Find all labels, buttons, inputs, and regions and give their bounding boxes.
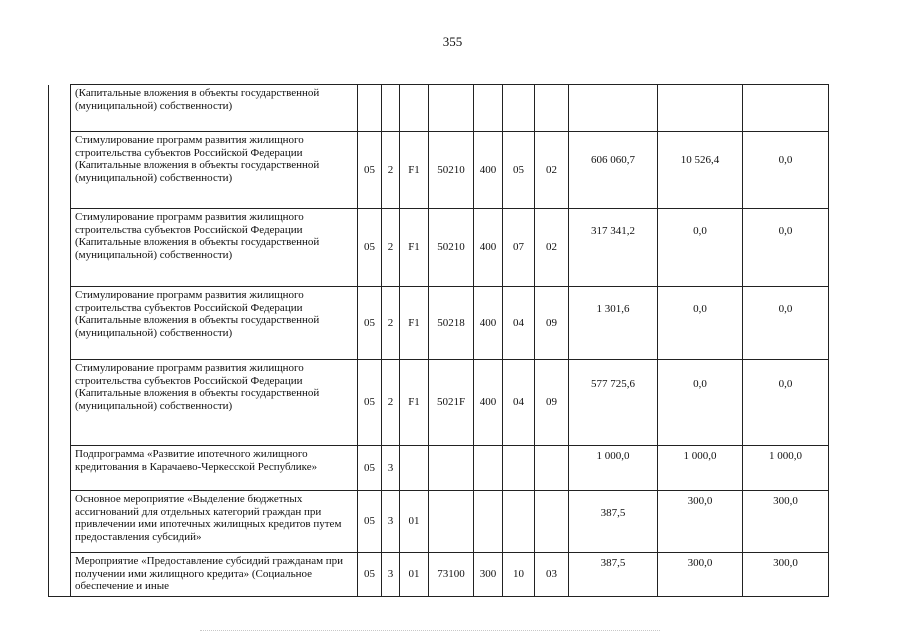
cell-code-5: 400 xyxy=(474,209,503,287)
cell-code-1: 05 xyxy=(358,446,382,491)
cell-code-1: 05 xyxy=(358,287,382,360)
cell-code-6: 05 xyxy=(503,132,535,209)
table-row xyxy=(49,85,829,132)
cell-code-5: 400 xyxy=(474,132,503,209)
cell-amount-2: 300,0 xyxy=(658,491,743,553)
cell-code-6 xyxy=(503,491,535,553)
cell-amount-3: 0,0 xyxy=(743,287,829,360)
row-description: Стимулирование программ развития жилищного строительства субъектов Российской Федерации (Капитальные вложения в объекты государственной (муниципальной) собственности) xyxy=(71,287,358,360)
cell-amount-2: 1 000,0 xyxy=(658,446,743,491)
cell-code-4: 5021F xyxy=(429,360,474,446)
table-row xyxy=(49,287,829,360)
cell-code-7 xyxy=(535,85,569,132)
cell-code-5: 400 xyxy=(474,360,503,446)
row-description: Стимулирование программ развития жилищного строительства субъектов Российской Федерации (Капитальные вложения в объекты государственной (муниципальной) собственности) xyxy=(71,209,358,287)
cell-code-2: 2 xyxy=(382,209,400,287)
cell-code-2: 2 xyxy=(382,360,400,446)
cell-code-2: 3 xyxy=(382,446,400,491)
cell-code-2: 3 xyxy=(382,491,400,553)
cell-code-6: 10 xyxy=(503,553,535,597)
cell-code-4: 50210 xyxy=(429,209,474,287)
cell-code-1: 05 xyxy=(358,209,382,287)
budget-table xyxy=(48,84,829,597)
cell-code-6 xyxy=(503,446,535,491)
cell-code-5: 300 xyxy=(474,553,503,597)
cell-code-4 xyxy=(429,446,474,491)
cell-amount-1: 1 301,6 xyxy=(569,287,658,360)
cell-amount-1: 1 000,0 xyxy=(569,446,658,491)
cell-code-4: 50210 xyxy=(429,132,474,209)
cell-code-4 xyxy=(429,85,474,132)
cell-code-3: 01 xyxy=(400,553,429,597)
cell-amount-3: 0,0 xyxy=(743,209,829,287)
cell-amount-3: 0,0 xyxy=(743,360,829,446)
cell-code-6: 07 xyxy=(503,209,535,287)
cell-code-7: 02 xyxy=(535,132,569,209)
table-row xyxy=(49,360,829,446)
cell-code-7: 09 xyxy=(535,360,569,446)
cell-code-5 xyxy=(474,446,503,491)
cell-amount-1: 577 725,6 xyxy=(569,360,658,446)
row-description: Стимулирование программ развития жилищного строительства субъектов Российской Федерации (Капитальные вложения в объекты государственной (муниципальной) собственности) xyxy=(71,360,358,446)
cell-code-1 xyxy=(358,85,382,132)
table-row xyxy=(49,132,829,209)
table-row xyxy=(49,553,829,597)
cell-code-3 xyxy=(400,85,429,132)
cell-code-2: 2 xyxy=(382,132,400,209)
cell-code-1: 05 xyxy=(358,491,382,553)
cell-amount-2: 0,0 xyxy=(658,287,743,360)
scan-artifact-divider xyxy=(200,630,660,632)
cell-code-3: F1 xyxy=(400,209,429,287)
cell-amount-2 xyxy=(658,85,743,132)
cell-code-2: 3 xyxy=(382,553,400,597)
cell-code-3: F1 xyxy=(400,287,429,360)
cell-code-6: 04 xyxy=(503,287,535,360)
cell-amount-1: 606 060,7 xyxy=(569,132,658,209)
row-description: Подпрограмма «Развитие ипотечного жилищного кредитования в Карачаево-Черкесской Республике» xyxy=(71,446,358,491)
cell-code-6: 04 xyxy=(503,360,535,446)
cell-amount-2: 0,0 xyxy=(658,209,743,287)
cell-amount-1: 317 341,2 xyxy=(569,209,658,287)
row-description: Основное мероприятие «Выделение бюджетных ассигнований для отдельных категорий граждан при привлечении ими ипотечных жилищных кредитов путем предоставления субсидий» xyxy=(71,491,358,553)
cell-code-1: 05 xyxy=(358,553,382,597)
row-description: (Капитальные вложения в объекты государственной (муниципальной) собственности) xyxy=(71,85,358,132)
cell-amount-3 xyxy=(743,85,829,132)
cell-code-4 xyxy=(429,491,474,553)
table-row xyxy=(49,209,829,287)
cell-code-5 xyxy=(474,85,503,132)
cell-amount-3: 1 000,0 xyxy=(743,446,829,491)
cell-amount-2: 10 526,4 xyxy=(658,132,743,209)
cell-amount-3: 0,0 xyxy=(743,132,829,209)
cell-amount-1 xyxy=(569,85,658,132)
cell-amount-2: 300,0 xyxy=(658,553,743,597)
cell-code-2 xyxy=(382,85,400,132)
row-description: Мероприятие «Предоставление субсидий гражданам при получении ими жилищного кредита» (Социальное обеспечение и иные xyxy=(71,553,358,597)
cell-amount-3: 300,0 xyxy=(743,553,829,597)
cell-code-7: 03 xyxy=(535,553,569,597)
cell-code-3: F1 xyxy=(400,360,429,446)
cell-code-7: 02 xyxy=(535,209,569,287)
cell-code-5 xyxy=(474,491,503,553)
cell-code-3 xyxy=(400,446,429,491)
cell-code-2: 2 xyxy=(382,287,400,360)
cell-code-7 xyxy=(535,446,569,491)
cell-amount-1: 387,5 xyxy=(569,553,658,597)
cell-code-6 xyxy=(503,85,535,132)
table-row xyxy=(49,491,829,553)
row-description: Стимулирование программ развития жилищного строительства субъектов Российской Федерации (Капитальные вложения в объекты государственной (муниципальной) собственности) xyxy=(71,132,358,209)
cell-code-1: 05 xyxy=(358,360,382,446)
page-number: 355 xyxy=(442,34,463,49)
table-row xyxy=(49,446,829,491)
cell-amount-3: 300,0 xyxy=(743,491,829,553)
cell-code-7: 09 xyxy=(535,287,569,360)
cell-amount-2: 0,0 xyxy=(658,360,743,446)
cell-code-4: 73100 xyxy=(429,553,474,597)
cell-code-7 xyxy=(535,491,569,553)
cell-code-5: 400 xyxy=(474,287,503,360)
cell-amount-1: 387,5 xyxy=(569,491,658,553)
cell-code-3: 01 xyxy=(400,491,429,553)
cell-code-1: 05 xyxy=(358,132,382,209)
cell-code-3: F1 xyxy=(400,132,429,209)
cell-code-4: 50218 xyxy=(429,287,474,360)
